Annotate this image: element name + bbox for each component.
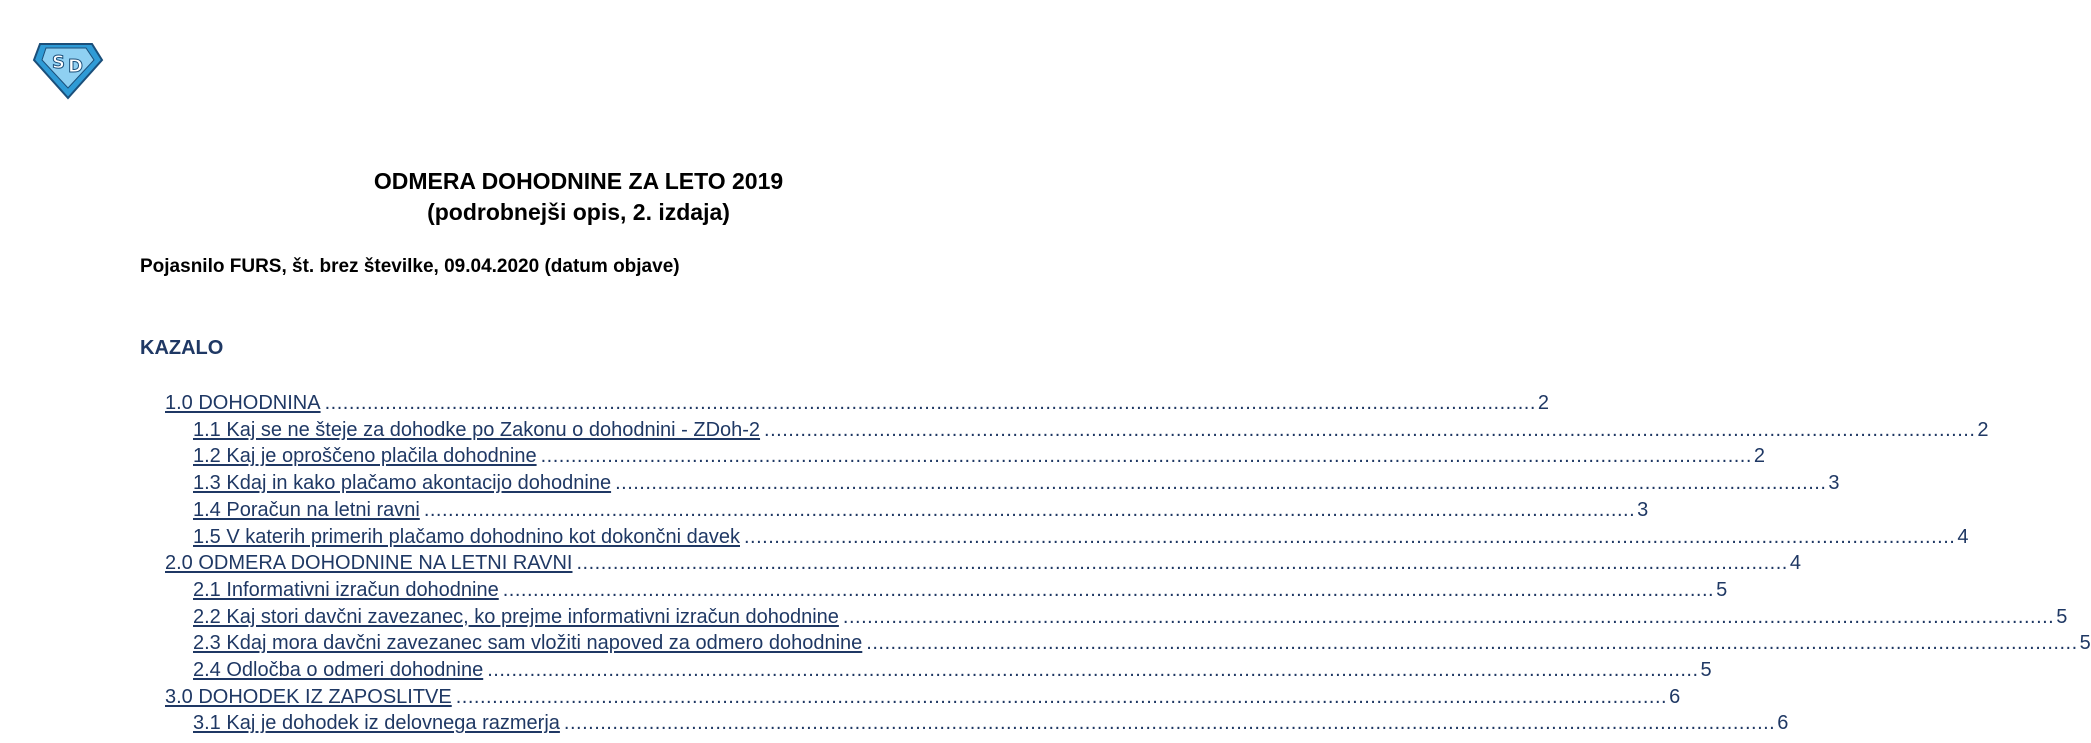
toc-dot-leader: ........................................................................................................................................................................................................: [576, 552, 1788, 575]
toc-entry[interactable]: [165, 388, 1550, 415]
svg-text:S: S: [52, 52, 65, 73]
toc-entry-link[interactable]: 1.4 Poračun na letni ravni: [193, 498, 420, 521]
toc-dot-leader: ........................................................................................................................................................................................................: [423, 498, 1636, 521]
toc-entry[interactable]: [193, 522, 1969, 549]
toc-dot-leader: ........................................................................................................................................................................................................: [764, 418, 1976, 441]
toc-dot-leader: ........................................................................................................................................................................................................: [455, 685, 1668, 708]
toc-page-number: 5: [1716, 578, 1728, 601]
toc-entry[interactable]: [193, 415, 1989, 442]
document-title: ODMERA DOHODNINE ZA LETO 2019: [373, 168, 784, 194]
toc-entry-link[interactable]: 3.0 DOHODEK IZ ZAPOSLITVE: [165, 685, 452, 708]
toc-entry-link[interactable]: 2.3 Kdaj mora davčni zavezanec sam vložiti napoved za odmero dohodnine: [193, 632, 863, 655]
toc-page-number: 5: [2079, 632, 2091, 655]
toc-page-number: 5: [2056, 605, 2068, 628]
toc-page-number: 6: [1777, 712, 1789, 735]
toc-dot-leader: ........................................................................................................................................................................................................: [324, 392, 1536, 414]
toc-page-number: 3: [1828, 472, 1840, 495]
toc-entry[interactable]: [193, 708, 1789, 735]
toc-dot-leader: ........................................................................................................................................................................................................: [842, 605, 2055, 628]
toc-entry[interactable]: [193, 575, 1728, 602]
toc-entry[interactable]: [193, 628, 2091, 655]
toc-entry-link[interactable]: 1.0 DOHODNINA: [165, 392, 321, 414]
toc-entry-link[interactable]: 1.3 Kdaj in kako plačamo akontacijo dohodnine: [193, 472, 612, 495]
document-subtitle-edition: (podrobnejši opis, 2. izdaja): [427, 199, 730, 225]
toc-page-number: 6: [1669, 685, 1681, 708]
toc-entry[interactable]: [193, 468, 1840, 495]
toc-heading: KAZALO: [140, 337, 224, 359]
toc-entry[interactable]: [193, 441, 1766, 468]
toc-entry-link[interactable]: 2.1 Informativni izračun dohodnine: [193, 578, 499, 601]
toc-entry[interactable]: [193, 495, 1649, 522]
toc-dot-leader: ........................................................................................................................................................................................................: [502, 578, 1715, 601]
toc-entry-link[interactable]: 1.5 V katerih primerih plačamo dohodnino kot dokončni davek: [193, 525, 740, 548]
toc-page-number: 3: [1637, 498, 1649, 521]
toc-entry-link[interactable]: 3.1 Kaj je dohodek iz delovnega razmerja: [193, 712, 560, 735]
toc-entry[interactable]: [165, 548, 1801, 575]
svg-text:D: D: [68, 56, 83, 77]
toc-dot-leader: ........................................................................................................................................................................................................: [744, 525, 1956, 548]
toc-entry-link[interactable]: 1.2 Kaj je oproščeno plačila dohodnine: [193, 445, 537, 468]
toc-page-number: 4: [1789, 552, 1801, 575]
toc-dot-leader: ........................................................................................................................................................................................................: [866, 632, 2078, 655]
toc-page-number: 5: [1700, 659, 1712, 681]
toc-dot-leader: ........................................................................................................................................................................................................: [540, 445, 1752, 468]
toc-page-number: 4: [1957, 525, 1969, 548]
toc-page-number: 2: [1753, 445, 1766, 468]
toc-page-number: 2: [1537, 392, 1550, 414]
toc-entry[interactable]: [193, 655, 1712, 682]
toc-dot-leader: ........................................................................................................................................................................................................: [563, 712, 1776, 735]
toc-entry[interactable]: [165, 682, 1681, 709]
toc-dot-leader: ........................................................................................................................................................................................................: [487, 659, 1699, 681]
toc-dot-leader: ........................................................................................................................................................................................................: [615, 472, 1827, 495]
toc-entry-link[interactable]: 1.1 Kaj se ne šteje za dohodke po Zakonu o dohodnini - ZDoh-2: [193, 418, 761, 441]
sd-logo-icon: [30, 40, 104, 100]
toc-entry-link[interactable]: 2.0 ODMERA DOHODNINE NA LETNI RAVNI: [165, 552, 573, 575]
toc-entry-link[interactable]: 2.4 Odločba o odmeri dohodnine: [193, 659, 484, 681]
toc-page-number: 2: [1977, 418, 1989, 441]
toc-entry-link[interactable]: 2.2 Kaj stori davčni zavezanec, ko prejme informativni izračun dohodnine: [193, 605, 839, 628]
document-reference: Pojasnilo FURS, št. brez številke, 09.04.2020 (datum objave): [140, 256, 680, 277]
toc-entry[interactable]: [193, 602, 2068, 629]
